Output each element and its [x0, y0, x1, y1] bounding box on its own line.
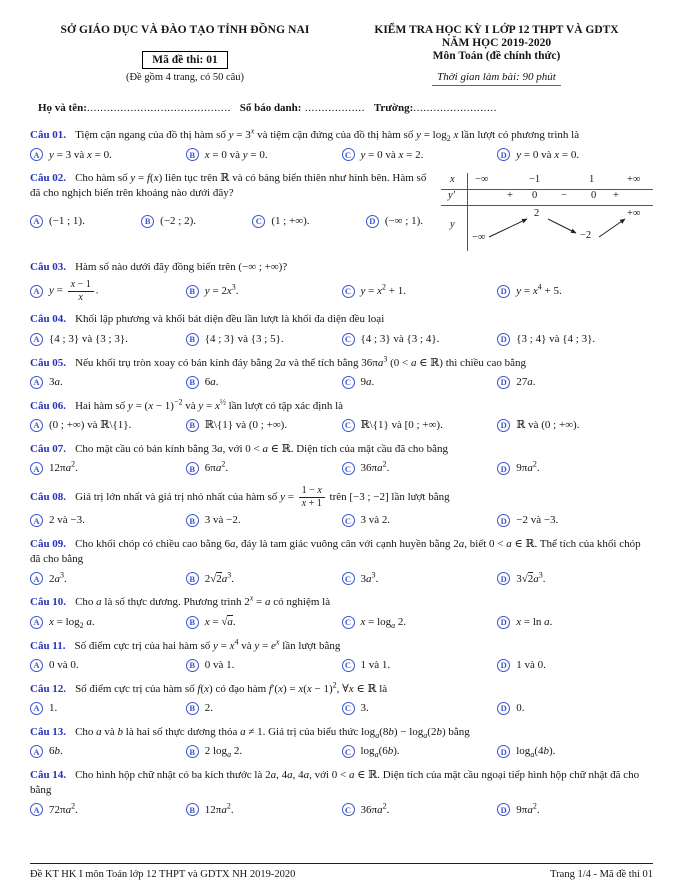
option-letter-circle[interactable]: A — [30, 376, 43, 389]
question-text: Cho mặt cầu có bán kính bằng 3a, với 0 < a ∈ ℝ. Diện tích của mặt cầu đã cho bằng — [75, 442, 449, 455]
option-text: 1 và 1. — [360, 659, 391, 672]
option-letter-circle[interactable]: D — [497, 514, 510, 527]
option-text: 6a. — [204, 376, 219, 389]
question — [30, 636, 653, 673]
question-main — [30, 442, 653, 476]
yprime-sign: + — [613, 190, 619, 202]
question-main — [30, 682, 653, 716]
question-main — [30, 537, 653, 586]
option-text: x = √a. — [204, 615, 236, 628]
y-local-max: 2 — [534, 208, 540, 220]
option-text: 0. — [516, 702, 525, 715]
option-text: 2 và −3. — [49, 514, 85, 527]
question-text: Cho a và b là hai số thực dương thỏa a ≠ 1. Giá trị của biểu thức $\log_a(8b) - \log_a(2b)$ bằng — [75, 725, 470, 741]
option-letter-circle[interactable]: B — [186, 616, 199, 629]
question-list — [30, 128, 653, 817]
answer-options — [30, 658, 653, 673]
question-number: Câu 11. — [30, 639, 66, 652]
option-letter-circle[interactable]: C — [252, 215, 265, 228]
header-left — [30, 24, 340, 86]
option-letter-circle[interactable]: B — [141, 215, 154, 228]
question-number: Câu 02. — [30, 172, 67, 185]
option-letter-circle[interactable]: B — [186, 333, 199, 346]
answer-option[interactable] — [30, 802, 186, 817]
option-letter-circle[interactable]: A — [30, 285, 43, 298]
option-text: $x = \log_2 a$. — [49, 615, 95, 631]
answer-options — [30, 418, 653, 433]
name-blank[interactable]: ........................................... — [86, 102, 231, 114]
yprime-sign: − — [561, 190, 567, 202]
pages-note: (Đề gồm 4 trang, có 50 câu) — [125, 72, 245, 83]
question-main — [30, 353, 653, 390]
exam-title-line3: Môn Toán (đề chính thức) — [432, 50, 561, 62]
question-main — [30, 312, 653, 346]
answer-option[interactable] — [342, 461, 498, 476]
question — [30, 353, 653, 390]
option-text: y = $\frac{x - 1}{x}$ . — [49, 279, 99, 304]
answer-option[interactable] — [342, 147, 498, 162]
question — [30, 682, 653, 716]
y-local-min: −2 — [580, 230, 592, 242]
answer-option[interactable] — [186, 284, 342, 299]
option-letter-circle[interactable]: C — [342, 803, 355, 816]
x-value: 1 — [589, 174, 595, 186]
option-text: {3 ; 4} và {4 ; 3}. — [516, 332, 596, 345]
option-letter-circle[interactable]: C — [342, 148, 355, 161]
question — [30, 128, 653, 162]
question — [30, 260, 653, 303]
footer-page-number: Trang 1/4 - Mã đề thi 01 — [550, 869, 653, 880]
option-text: y = 3 và x = 0. — [49, 148, 112, 161]
option-letter-circle[interactable]: B — [186, 572, 199, 585]
y-limit-left: −∞ — [472, 232, 486, 244]
student-id-label: Số báo danh: — [239, 102, 302, 114]
question — [30, 171, 653, 251]
answer-option[interactable] — [342, 375, 498, 390]
answer-option[interactable] — [342, 418, 498, 433]
question-text: Số điểm cực trị của hai hàm số $y = x^4$ và $y = e^x$ lần lượt bằng — [74, 636, 341, 652]
option-letter-circle[interactable]: D — [497, 803, 510, 816]
question — [30, 399, 653, 433]
option-text: 3a. — [49, 376, 63, 389]
variation-arrows — [441, 173, 653, 251]
question-number: Câu 12. — [30, 682, 67, 695]
option-letter-circle[interactable]: A — [30, 215, 43, 228]
option-text: y = 0 và x = 2. — [360, 148, 424, 161]
option-letter-circle[interactable]: A — [30, 333, 43, 346]
row-header-x: x — [450, 174, 455, 186]
answer-options — [30, 375, 653, 390]
answer-option[interactable] — [497, 332, 653, 347]
answer-option[interactable] — [186, 375, 342, 390]
answer-option[interactable] — [30, 332, 186, 347]
question-number: Câu 14. — [30, 769, 67, 782]
question-main — [30, 171, 429, 251]
school-blank[interactable]: ......................... — [413, 102, 498, 114]
answer-option[interactable] — [30, 615, 186, 630]
school-label: Trường: — [373, 102, 414, 114]
option-letter-circle[interactable]: D — [497, 616, 510, 629]
option-text: y = 0 và x = 0. — [516, 148, 580, 161]
question-number: Câu 06. — [30, 399, 67, 412]
question-text: Hàm số nào dưới đây đồng biến trên (−∞ ; +∞)? — [75, 261, 288, 274]
option-letter-circle[interactable]: C — [342, 702, 355, 715]
option-letter-circle[interactable]: C — [342, 419, 355, 432]
question-number: Câu 01. — [30, 129, 67, 141]
question-text: Cho khối chóp có chiều cao bằng 6a, đáy là tam giác vuông cân với cạnh huyền bằng 2a, biết 0 < a ∈ ℝ. Thể tích của khối chóp đã cho bằng — [30, 538, 641, 566]
question-text: Hai hàm số $y = (x - 1)^{-2}$ và $y = x^{\frac{1}{2}}$ lần lượt có tập xác định là — [75, 397, 344, 412]
question-main — [30, 485, 653, 528]
exam-title-line1: KIỂM TRA HỌC KỲ I LỚP 12 THPT VÀ GDTX — [374, 24, 619, 36]
answer-options — [30, 332, 653, 347]
option-letter-circle[interactable]: A — [30, 745, 43, 758]
yprime-sign: + — [507, 190, 513, 202]
option-text: x = 0 và y = 0. — [204, 148, 268, 161]
option-letter-circle[interactable]: A — [30, 462, 43, 475]
answer-option[interactable] — [141, 214, 196, 229]
answer-options — [30, 744, 653, 759]
answer-option[interactable] — [30, 513, 186, 528]
option-text: 27a. — [516, 376, 536, 389]
option-text: $x = \log_a 2$. — [360, 615, 407, 631]
question-main — [30, 260, 653, 303]
question-text: Cho a là số thực dương. Phương trình $2^x = a$ có nghiệm là — [75, 593, 331, 609]
answer-option[interactable] — [186, 802, 342, 817]
option-text: 0 và 0. — [49, 659, 79, 672]
option-text: x = ln a. — [516, 615, 553, 628]
option-text: $y = x^2 + 1$. — [360, 282, 406, 298]
answer-option[interactable] — [497, 802, 653, 817]
option-text: 2. — [204, 702, 213, 715]
option-letter-circle[interactable]: C — [342, 659, 355, 672]
option-letter-circle[interactable]: C — [342, 514, 355, 527]
answer-option[interactable] — [186, 147, 342, 162]
answer-option[interactable] — [342, 658, 498, 673]
option-text: $2√2a^3$. — [204, 570, 235, 585]
option-text: (−2 ; 2). — [160, 214, 196, 227]
answer-option[interactable] — [497, 284, 653, 299]
answer-option[interactable] — [342, 513, 498, 528]
option-letter-circle[interactable]: D — [497, 148, 510, 161]
answer-option[interactable] — [186, 571, 342, 586]
answer-option[interactable] — [342, 615, 498, 630]
yprime-sign: 0 — [532, 190, 538, 202]
option-text: (1 ; +∞). — [271, 214, 310, 227]
option-text: 1. — [49, 702, 58, 715]
answer-option[interactable] — [497, 744, 653, 759]
exam-duration: Thời gian làm bài: 90 phút — [432, 71, 561, 86]
option-text: $9\pi a^2$. — [516, 801, 540, 816]
option-letter-circle[interactable]: B — [186, 285, 199, 298]
option-text: $2a^3$. — [49, 570, 67, 585]
question-number: Câu 13. — [30, 725, 67, 738]
option-letter-circle[interactable]: A — [30, 659, 43, 672]
answer-option[interactable] — [30, 214, 85, 229]
question — [30, 768, 653, 817]
question-main — [30, 636, 653, 673]
student-id-blank[interactable]: .................. — [301, 102, 366, 114]
x-value: −1 — [529, 174, 541, 186]
option-letter-circle[interactable]: D — [497, 572, 510, 585]
name-label: Họ và tên: — [38, 102, 87, 114]
row-header-yprime: y′ — [448, 190, 455, 202]
answer-options — [30, 214, 429, 229]
option-text: {4 ; 3} và {3 ; 3}. — [49, 332, 128, 345]
answer-option[interactable] — [497, 658, 653, 673]
answer-option[interactable] — [30, 461, 186, 476]
variation-table — [441, 173, 653, 251]
option-text: $9\pi a^2$. — [516, 459, 540, 475]
answer-option[interactable] — [342, 701, 498, 716]
option-letter-circle[interactable]: A — [30, 419, 43, 432]
answer-options — [30, 571, 653, 586]
yprime-sign: 0 — [591, 190, 597, 202]
question-number: Câu 04. — [30, 313, 67, 326]
answer-options — [30, 802, 653, 817]
option-text: $12\pi a^2$. — [49, 459, 78, 475]
answer-option[interactable] — [342, 332, 498, 347]
option-text: {4 ; 3} và {3 ; 4}. — [360, 332, 440, 345]
answer-option[interactable] — [30, 279, 186, 303]
option-letter-circle[interactable]: A — [30, 148, 43, 161]
answer-option[interactable] — [342, 744, 498, 759]
question-text: Cho hình hộp chữ nhật có ba kích thước là 2a, 4a, 4a, với 0 < a ∈ ℝ. Diện tích của mặt cầu ngoại tiếp hình hộp chữ nhật đã cho bằng — [30, 769, 640, 797]
question-number: Câu 05. — [30, 356, 67, 369]
option-letter-circle[interactable]: D — [497, 659, 510, 672]
option-text: $\log_a(4b)$. — [516, 745, 556, 760]
question — [30, 537, 653, 586]
option-text: 2 $\log_a 2$. — [204, 745, 243, 760]
option-text: (0 ; +∞) và ℝ\{1}. — [49, 419, 132, 432]
option-letter-circle[interactable]: C — [342, 745, 355, 758]
footer-exam-name: Đề KT HK I môn Toán lớp 12 THPT và GDTX NH 2019-2020 — [30, 869, 296, 880]
answer-option[interactable] — [497, 615, 653, 630]
option-letter-circle[interactable]: A — [30, 514, 43, 527]
option-letter-circle[interactable]: D — [497, 462, 510, 475]
option-text: $72\pi a^2$. — [49, 801, 78, 816]
answer-option[interactable] — [186, 701, 342, 716]
option-letter-circle[interactable]: D — [497, 376, 510, 389]
question — [30, 442, 653, 476]
option-text: {4 ; 3} và {3 ; 5}. — [204, 332, 284, 345]
option-text: ℝ\{1} và [0 ; +∞). — [360, 419, 443, 432]
question-text: Nếu khối trụ tròn xoay có bán kính đáy bằng 2a và thể tích bằng $36\pi a^3$ (0 < a ∈ ℝ) thì chiều cao bằng — [75, 353, 527, 369]
option-text: ℝ\{1} và (0 ; +∞). — [204, 419, 288, 432]
question — [30, 725, 653, 759]
option-letter-circle[interactable]: B — [186, 702, 199, 715]
answer-option[interactable] — [30, 375, 186, 390]
answer-option[interactable] — [497, 513, 653, 528]
option-letter-circle[interactable]: D — [497, 702, 510, 715]
answer-option[interactable] — [30, 701, 186, 716]
question — [30, 485, 653, 528]
option-text: $12\pi a^2$. — [204, 801, 234, 816]
question-number: Câu 09. — [30, 538, 67, 551]
answer-option[interactable] — [30, 418, 186, 433]
option-letter-circle[interactable]: B — [186, 514, 199, 527]
answer-options — [30, 615, 653, 630]
question-text: Số điểm cực trị của hàm số f(x) có đạo hàm $f'(x) = x(x - 1)^2$, ∀x ∈ ℝ là — [75, 680, 388, 695]
answer-options — [30, 701, 653, 716]
option-text: $6\pi a^2$. — [204, 459, 229, 475]
option-letter-circle[interactable]: B — [186, 419, 199, 432]
question-number: Câu 10. — [30, 596, 67, 609]
option-letter-circle[interactable]: B — [186, 659, 199, 672]
option-text: $36\pi a^2$. — [360, 459, 390, 475]
answer-option[interactable] — [186, 658, 342, 673]
option-text: 3 và −2. — [204, 514, 241, 527]
option-letter-circle[interactable]: C — [342, 376, 355, 389]
exam-title-line2: NĂM HỌC 2019-2020 — [441, 37, 552, 49]
option-letter-circle[interactable]: B — [186, 462, 199, 475]
option-letter-circle[interactable]: D — [497, 745, 510, 758]
x-value: +∞ — [627, 174, 641, 186]
option-letter-circle[interactable]: A — [30, 616, 43, 629]
answer-option[interactable] — [186, 461, 342, 476]
answer-option[interactable] — [186, 332, 342, 347]
option-text: $36\pi a^2$. — [360, 801, 390, 816]
question — [30, 595, 653, 629]
answer-option[interactable] — [186, 513, 342, 528]
option-text: 9a. — [360, 376, 375, 389]
page-footer — [30, 863, 653, 880]
option-letter-circle[interactable]: B — [186, 745, 199, 758]
answer-option[interactable] — [497, 461, 653, 476]
option-letter-circle[interactable]: B — [186, 148, 199, 161]
question-number: Câu 03. — [30, 261, 67, 274]
question-main — [30, 768, 653, 817]
answer-option[interactable] — [366, 214, 423, 229]
option-text: $y = x^4 + 5$. — [516, 282, 562, 298]
y-limit-right: +∞ — [627, 208, 641, 220]
option-letter-circle[interactable]: A — [30, 702, 43, 715]
option-text: $3√2a^3$. — [516, 570, 546, 585]
option-letter-circle[interactable]: B — [186, 376, 199, 389]
answer-option[interactable] — [342, 802, 498, 817]
option-letter-circle[interactable]: C — [342, 616, 355, 629]
header-right — [340, 24, 653, 86]
answer-option[interactable] — [30, 147, 186, 162]
option-text: (−1 ; 1). — [49, 214, 85, 227]
option-letter-circle[interactable]: D — [497, 419, 510, 432]
answer-option[interactable] — [186, 418, 342, 433]
option-letter-circle[interactable]: D — [497, 333, 510, 346]
question — [30, 312, 653, 346]
option-text: −2 và −3. — [516, 514, 559, 527]
option-letter-circle[interactable]: A — [30, 572, 43, 585]
question-main — [30, 128, 653, 162]
answer-option[interactable] — [497, 418, 653, 433]
answer-options — [30, 513, 653, 528]
option-letter-circle[interactable]: C — [342, 333, 355, 346]
option-letter-circle[interactable]: D — [497, 285, 510, 298]
option-text: 3. — [360, 702, 369, 715]
answer-option[interactable] — [30, 744, 186, 759]
answer-option[interactable] — [342, 571, 498, 586]
option-text: 1 và 0. — [516, 659, 546, 672]
option-letter-circle[interactable]: C — [342, 572, 355, 585]
option-text: 0 và 1. — [204, 659, 235, 672]
department-name: SỞ GIÁO DỤC VÀ ĐÀO TẠO TỈNH ĐỒNG NAI — [60, 24, 310, 36]
question-text: Giá trị lớn nhất và giá trị nhỏ nhất của hàm số y = $\frac{1 - x}{x + 1}$ trên [−3 ; −2] lần lượt bằng — [75, 485, 450, 510]
option-text: $y = 2x^3$. — [204, 282, 239, 298]
option-letter-circle[interactable]: B — [186, 803, 199, 816]
answer-option[interactable] — [497, 571, 653, 586]
option-text: (−∞ ; 1). — [384, 214, 423, 227]
answer-option[interactable] — [497, 375, 653, 390]
question-text: Cho hàm số y = f(x) liên tục trên ℝ và có bảng biến thiên như hình bên. Hàm số đã cho nghịch biến trên khoảng nào dưới đây? — [30, 172, 427, 200]
answer-options — [30, 461, 653, 476]
answer-options — [30, 147, 653, 162]
question-text: Khối lập phương và khối bát diện đều lần lượt là khối đa diện đều loại — [75, 313, 385, 326]
page-header — [30, 24, 653, 86]
option-letter-circle[interactable]: A — [30, 803, 43, 816]
exam-code-box: Mã đề thi: 01 — [142, 51, 227, 69]
answer-option[interactable] — [30, 658, 186, 673]
answer-option[interactable] — [30, 571, 186, 586]
answer-options — [30, 279, 653, 303]
option-text: $3a^3$. — [360, 570, 379, 585]
option-letter-circle[interactable]: C — [342, 462, 355, 475]
option-letter-circle[interactable]: D — [366, 215, 379, 228]
question-main — [30, 595, 653, 629]
answer-option[interactable] — [186, 744, 342, 759]
answer-option[interactable] — [497, 147, 653, 162]
option-letter-circle[interactable]: C — [342, 285, 355, 298]
x-value: −∞ — [475, 174, 489, 186]
answer-option[interactable] — [186, 615, 342, 630]
answer-option[interactable] — [342, 284, 498, 299]
row-header-y: y — [450, 219, 455, 231]
option-text: 3 và 2. — [360, 514, 391, 527]
answer-option[interactable] — [252, 214, 309, 229]
question-main — [30, 399, 653, 433]
option-text: ℝ và (0 ; +∞). — [516, 419, 580, 432]
question-main — [30, 725, 653, 759]
option-text: $\log_a(6b)$. — [360, 745, 400, 760]
question-number: Câu 07. — [30, 442, 67, 455]
question-number: Câu 08. — [30, 490, 67, 503]
answer-option[interactable] — [497, 701, 653, 716]
question-text: Tiệm cận ngang của đồ thị hàm số $y = 3^x$ và tiệm cận đứng của đồ thị hàm số $y = \log_2 x$ lần lượt có phương trình là — [75, 126, 580, 144]
student-info-line — [30, 102, 653, 114]
option-text: 6b. — [49, 745, 63, 758]
